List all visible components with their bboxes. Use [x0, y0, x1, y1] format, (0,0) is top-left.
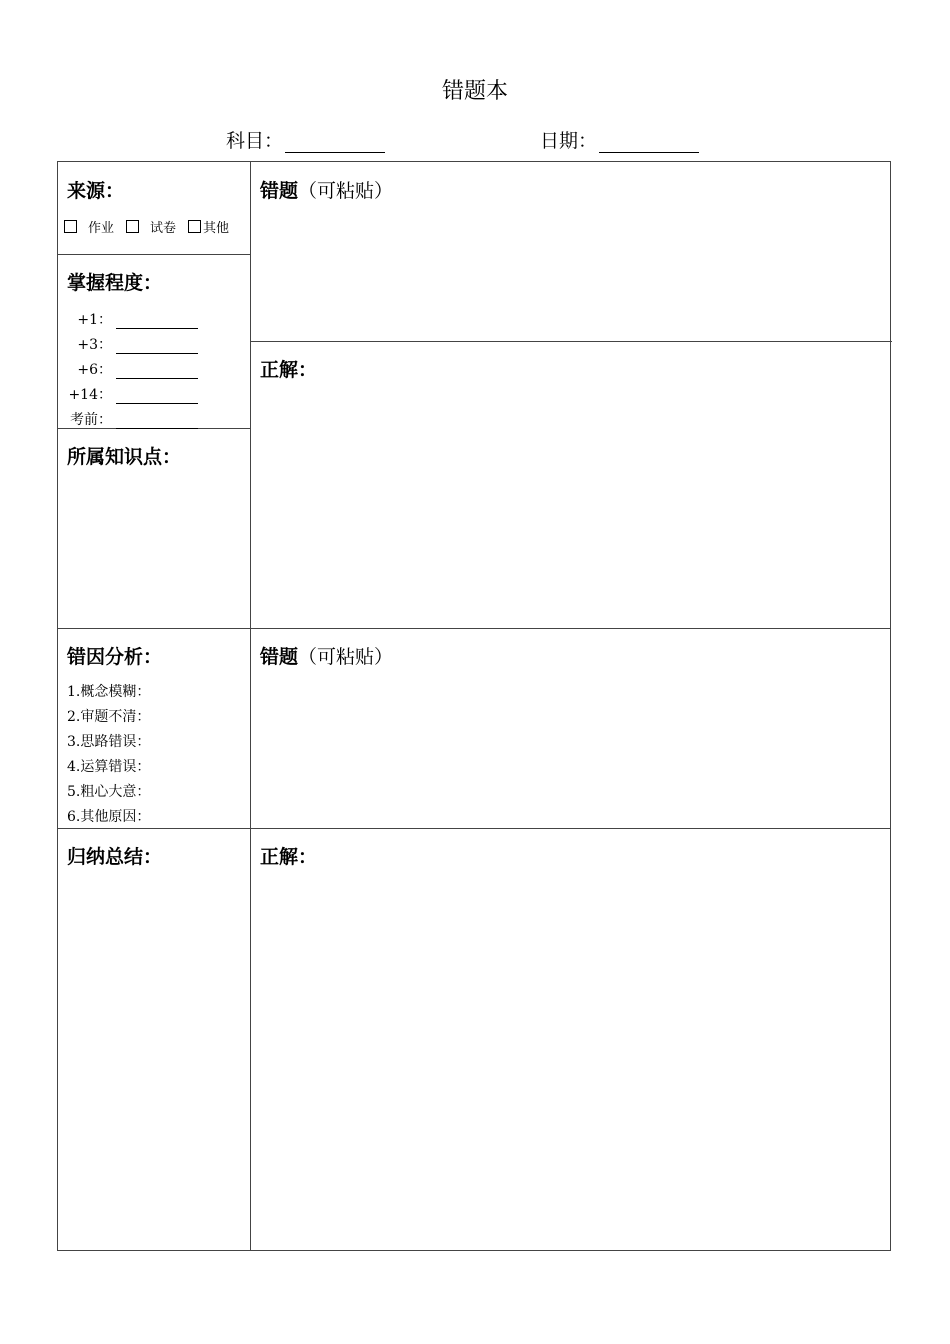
list-item: 1.概念模糊： [67, 684, 151, 700]
error-analysis-heading: 错因分析： [67, 646, 163, 668]
source-cell [58, 162, 250, 254]
mastery-label: +1： [77, 312, 112, 328]
checkbox-homework[interactable] [64, 220, 77, 233]
page-title: 错题本 [441, 79, 508, 104]
source-options [64, 217, 241, 236]
knowledge-cell[interactable] [58, 428, 250, 628]
option-other: 其他 [203, 221, 230, 236]
answer-1-cell[interactable] [251, 341, 891, 628]
question-2-cell[interactable] [251, 628, 891, 828]
mastery-label: +3： [77, 337, 112, 353]
subject-field [226, 126, 385, 153]
mastery-row [66, 309, 198, 329]
mastery-heading: 掌握程度： [67, 272, 163, 294]
date-input-line[interactable] [599, 132, 699, 153]
list-item: 3.思路错误： [67, 734, 151, 750]
subject-label: 科目： [226, 130, 284, 152]
question-label: 错题 [260, 646, 299, 668]
answer-1-heading: 正解： [260, 359, 318, 381]
mastery-row [66, 334, 198, 354]
summary-heading: 归纳总结： [67, 846, 163, 868]
option-homework: 作业 [88, 221, 115, 236]
list-item: 4.运算错误： [67, 759, 151, 775]
mastery-row [66, 409, 198, 429]
mastery-input-line[interactable] [116, 364, 198, 379]
date-field [540, 126, 699, 153]
subject-input-line[interactable] [285, 132, 385, 153]
answer-2-heading: 正解： [260, 846, 318, 868]
error-analysis-cell [58, 628, 250, 828]
date-label: 日期： [540, 130, 598, 152]
question-2-heading [260, 642, 393, 669]
checkbox-exam[interactable] [126, 220, 139, 233]
question-label: 错题 [260, 180, 299, 202]
option-exam: 试卷 [150, 221, 177, 236]
worksheet-table [57, 161, 891, 1251]
list-item: 5.粗心大意： [67, 784, 151, 800]
question-1-heading [260, 176, 393, 203]
question-1-cell[interactable] [251, 162, 891, 341]
answer-2-cell[interactable] [251, 828, 891, 1250]
list-item: 6.其他原因： [67, 809, 151, 825]
error-reasons-list [67, 680, 150, 830]
source-heading: 来源： [67, 180, 125, 202]
summary-cell[interactable] [58, 828, 250, 1250]
mastery-row [66, 384, 198, 404]
knowledge-heading: 所属知识点： [67, 446, 182, 468]
mastery-input-line[interactable] [116, 314, 198, 329]
mastery-label: +6： [77, 362, 112, 378]
mastery-row [66, 359, 198, 379]
list-item: 2.审题不清： [67, 709, 151, 725]
paste-hint: （可粘贴） [298, 180, 394, 202]
mastery-cell [58, 254, 250, 428]
mastery-input-line[interactable] [116, 414, 198, 429]
mastery-input-line[interactable] [116, 339, 198, 354]
mastery-label: +14： [68, 387, 112, 403]
mastery-label: 考前： [70, 412, 112, 428]
mastery-input-line[interactable] [116, 389, 198, 404]
checkbox-other[interactable] [188, 220, 201, 233]
paste-hint: （可粘贴） [298, 646, 394, 668]
